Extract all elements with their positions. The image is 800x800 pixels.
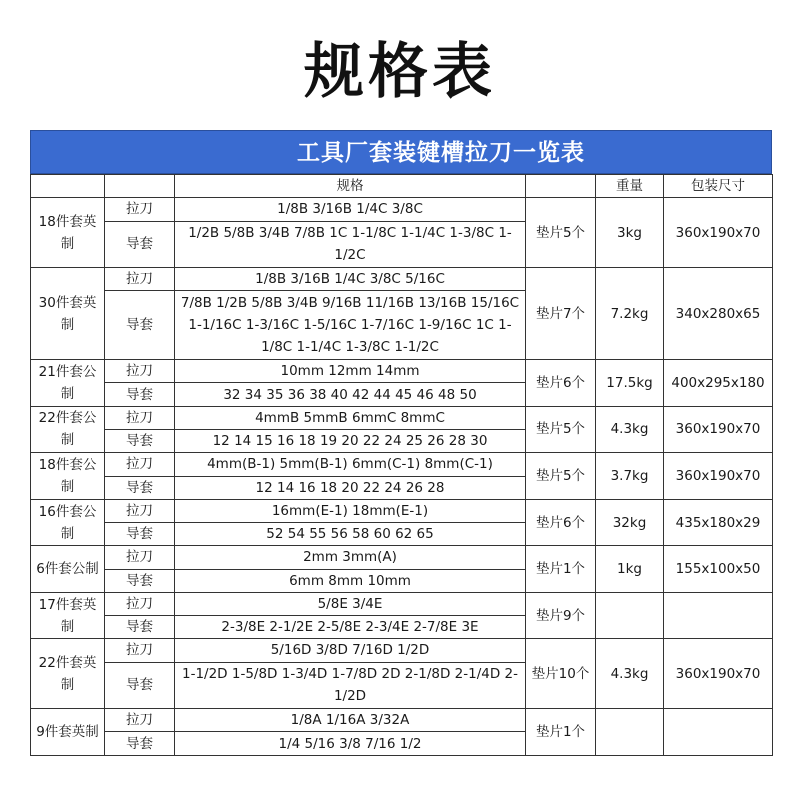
package-cell: 435x180x29 <box>664 499 773 546</box>
set-name-cell: 17件套英制 <box>31 592 105 639</box>
table-row <box>31 709 773 732</box>
guide-spec-cell: 2-3/8E 2-1/2E 2-5/8E 2-3/4E 2-7/8E 3E <box>175 616 526 639</box>
table-row <box>31 198 773 221</box>
package-cell: 360x190x70 <box>664 639 773 709</box>
guide-spec-cell: 12 14 16 18 20 22 24 26 28 <box>175 476 526 499</box>
page-title: 规格表 <box>304 37 496 107</box>
cutter-spec-cell: 1/8B 3/16B 1/4C 3/8C <box>175 198 526 221</box>
cutter-spec-cell: 2mm 3mm(A) <box>175 546 526 569</box>
package-cell: 400x295x180 <box>664 360 773 407</box>
spec-table <box>30 174 773 756</box>
cutter-label-cell: 拉刀 <box>105 198 175 221</box>
table-row <box>31 639 773 662</box>
shim-cell: 垫片6个 <box>526 360 596 407</box>
shim-cell: 垫片5个 <box>526 406 596 453</box>
weight-cell <box>596 709 664 756</box>
weight-cell: 3kg <box>596 198 664 268</box>
cutter-spec-cell: 1/8A 1/16A 3/32A <box>175 709 526 732</box>
shim-cell: 垫片9个 <box>526 592 596 639</box>
set-name-cell: 30件套英制 <box>31 268 105 360</box>
cutter-spec-cell: 16mm(E-1) 18mm(E-1) <box>175 499 526 522</box>
package-cell: 340x280x65 <box>664 268 773 360</box>
package-cell <box>664 709 773 756</box>
shim-cell: 垫片1个 <box>526 709 596 756</box>
weight-cell: 3.7kg <box>596 453 664 500</box>
guide-label-cell: 导套 <box>105 569 175 592</box>
header-row <box>31 175 773 198</box>
set-name-cell: 22件套公制 <box>31 406 105 453</box>
shim-cell: 垫片5个 <box>526 453 596 500</box>
cutter-spec-cell: 4mm(B-1) 5mm(B-1) 6mm(C-1) 8mm(C-1) <box>175 453 526 476</box>
header-type <box>105 175 175 198</box>
cutter-label-cell: 拉刀 <box>105 453 175 476</box>
weight-cell: 4.3kg <box>596 639 664 709</box>
shim-cell: 垫片5个 <box>526 198 596 268</box>
guide-label-cell: 导套 <box>105 616 175 639</box>
guide-label-cell: 导套 <box>105 662 175 709</box>
guide-spec-cell: 52 54 55 56 58 60 62 65 <box>175 523 526 546</box>
weight-cell: 7.2kg <box>596 268 664 360</box>
set-name-cell: 9件套英制 <box>31 709 105 756</box>
set-name-cell: 18件套公制 <box>31 453 105 500</box>
cutter-spec-cell: 5/8E 3/4E <box>175 592 526 615</box>
package-cell: 360x190x70 <box>664 198 773 268</box>
cutter-label-cell: 拉刀 <box>105 360 175 383</box>
set-name-cell: 18件套英制 <box>31 198 105 268</box>
cutter-label-cell: 拉刀 <box>105 268 175 291</box>
header-weight: 重量 <box>596 175 664 198</box>
cutter-label-cell: 拉刀 <box>105 406 175 429</box>
weight-cell: 32kg <box>596 499 664 546</box>
header-set <box>31 175 105 198</box>
cutter-label-cell: 拉刀 <box>105 499 175 522</box>
guide-spec-cell: 1-1/2D 1-5/8D 1-3/4D 1-7/8D 2D 2-1/8D 2-1/4D 2-1/2D <box>175 662 526 709</box>
shim-cell: 垫片10个 <box>526 639 596 709</box>
table-row <box>31 499 773 522</box>
table-row <box>31 453 773 476</box>
guide-spec-cell: 12 14 15 16 18 19 20 22 24 25 26 28 30 <box>175 429 526 452</box>
set-name-cell: 16件套公制 <box>31 499 105 546</box>
header-shim <box>526 175 596 198</box>
cutter-spec-cell: 1/8B 3/16B 1/4C 3/8C 5/16C <box>175 268 526 291</box>
guide-spec-cell: 1/2B 5/8B 3/4B 7/8B 1C 1-1/8C 1-1/4C 1-3/8C 1-1/2C <box>175 221 526 268</box>
package-cell: 360x190x70 <box>664 406 773 453</box>
cutter-spec-cell: 10mm 12mm 14mm <box>175 360 526 383</box>
table-row <box>31 268 773 291</box>
guide-label-cell: 导套 <box>105 523 175 546</box>
cutter-label-cell: 拉刀 <box>105 592 175 615</box>
weight-cell: 1kg <box>596 546 664 593</box>
guide-label-cell: 导套 <box>105 732 175 756</box>
guide-label-cell: 导套 <box>105 476 175 499</box>
guide-spec-cell: 1/4 5/16 3/8 7/16 1/2 <box>175 732 526 756</box>
table-row <box>31 360 773 383</box>
table-row <box>31 546 773 569</box>
package-cell: 360x190x70 <box>664 453 773 500</box>
guide-spec-cell: 7/8B 1/2B 5/8B 3/4B 9/16B 11/16B 13/16B 15/16C 1-1/16C 1-3/16C 1-5/16C 1-7/16C 1-9/16C 1C 1-1/8C 1-1/4C 1-3/8C 1-1/2C <box>175 291 526 360</box>
guide-spec-cell: 6mm 8mm 10mm <box>175 569 526 592</box>
package-cell: 155x100x50 <box>664 546 773 593</box>
shim-cell: 垫片1个 <box>526 546 596 593</box>
cutter-label-cell: 拉刀 <box>105 709 175 732</box>
guide-label-cell: 导套 <box>105 383 175 406</box>
weight-cell: 17.5kg <box>596 360 664 407</box>
header-package: 包装尺寸 <box>664 175 773 198</box>
set-name-cell: 21件套公制 <box>31 360 105 407</box>
shim-cell: 垫片7个 <box>526 268 596 360</box>
weight-cell <box>596 592 664 639</box>
guide-spec-cell: 32 34 35 36 38 40 42 44 45 46 48 50 <box>175 383 526 406</box>
set-name-cell: 22件套英制 <box>31 639 105 709</box>
table-banner: 工具厂套装键槽拉刀一览表 <box>30 130 772 174</box>
cutter-label-cell: 拉刀 <box>105 639 175 662</box>
shim-cell: 垫片6个 <box>526 499 596 546</box>
guide-label-cell: 导套 <box>105 221 175 268</box>
weight-cell: 4.3kg <box>596 406 664 453</box>
package-cell <box>664 592 773 639</box>
cutter-spec-cell: 5/16D 3/8D 7/16D 1/2D <box>175 639 526 662</box>
set-name-cell: 6件套公制 <box>31 546 105 593</box>
table-row <box>31 406 773 429</box>
header-spec: 规格 <box>175 175 526 198</box>
cutter-spec-cell: 4mmB 5mmB 6mmC 8mmC <box>175 406 526 429</box>
guide-label-cell: 导套 <box>105 291 175 360</box>
cutter-label-cell: 拉刀 <box>105 546 175 569</box>
table-row <box>31 592 773 615</box>
guide-label-cell: 导套 <box>105 429 175 452</box>
